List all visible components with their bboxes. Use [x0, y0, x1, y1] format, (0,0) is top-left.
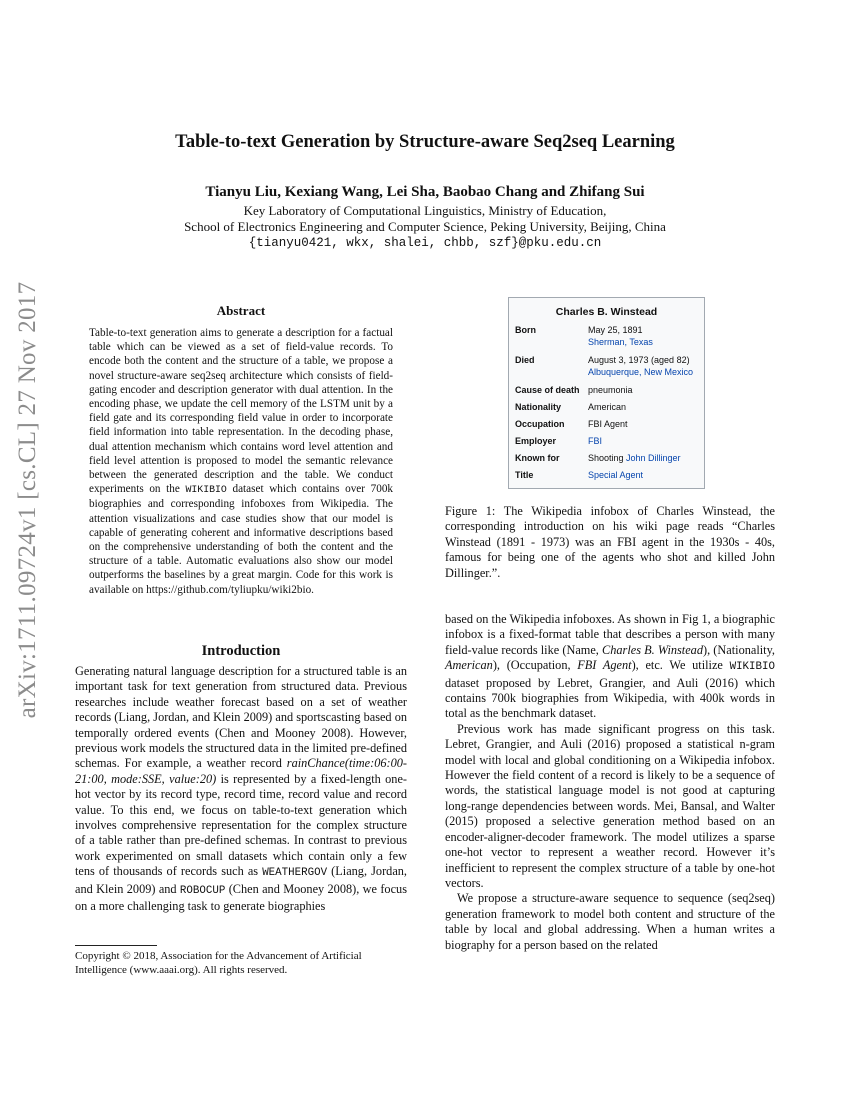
- dataset-name: WIKIBIO: [729, 661, 775, 674]
- infobox-row-title: [509, 469, 704, 481]
- right-column-text: based on the Wikipedia infoboxes. As shown in Fig 1, a biographic infobox is a fixed-format table that describes a person with many field-value records like (Name, Charles B. Winstead), (Nationality, American), (Occupation, FBI Agent), etc. We utilize WIKIBIO dataset proposed by Lebret, Grangier, and Auli (2016) which contains 700k biographies from Wikipedia, with 400k words in total as the benchmark dataset. Previous work has made significant progress on this task. Lebret, Grangier, and Auli (2016) proposed a statistical n-gram model with local and global conditioning on a Wikipedia infobox. However the field content of a record is likely to be a sequence of words, the statistical language model is not good at capturing long-range dependencies between words. Mei, Bansal, and Walter (2015) proposed a selective generation method based on an encoder-aligner-decoder framework. The model utilizes a sparse one-hot vector to represent a weather record. However it’s inefficient to represent the complex structure of a table by one-hot vectors. We propose a structure-aware sequence to sequence (seq2seq) generation framework to model both content and structure of the table by local and global addressing. When a human writes a biography for a person based on the related: [445, 612, 776, 952]
- infobox-value: American: [588, 402, 627, 412]
- infobox-link[interactable]: Albuquerque, New Mexico: [588, 367, 694, 377]
- weathergov-name: WEATHERGOV: [262, 867, 328, 880]
- affiliation-line-1: Key Laboratory of Computational Linguistics, Ministry of Education,: [243, 203, 607, 218]
- infobox-row-nationality: [509, 401, 704, 413]
- paper-title: Table-to-text Generation by Structure-aware Seq2seq Learning: [175, 132, 675, 152]
- infobox-row-known-for: [509, 452, 704, 464]
- infobox-row-occupation: [509, 418, 704, 430]
- footnote-rule: [75, 945, 157, 946]
- infobox-key: Employer: [515, 436, 557, 446]
- infobox-row-born: [509, 324, 704, 348]
- affiliation-line-2: School of Electronics Engineering and Computer Science, Peking University, Beijing, China: [184, 219, 666, 234]
- infobox-key: Title: [515, 470, 534, 480]
- infobox-title: Charles B. Winstead: [555, 306, 658, 318]
- wikipedia-infobox: [508, 297, 705, 489]
- infobox-value: pneumonia: [588, 385, 633, 395]
- paragraph-proposal: We propose a structure-aware sequence to sequence (seq2seq) generation framework to model both content and structure of the table by local and global addressing. When a human writes a biography for a person based on the related: [445, 891, 775, 952]
- weather-record-example: rainChance(time:06:00-21:00, mode:SSE, value:20): [75, 756, 407, 786]
- affiliation-block: [0, 203, 850, 251]
- italic-name: Charles B. Winstead: [602, 642, 703, 657]
- infobox-link[interactable]: Sherman, Texas: [588, 337, 653, 347]
- paragraph-previous-work: Previous work has made significant progress on this task. Lebret, Grangier, and Auli (2016) proposed a statistical n-gram model with local and global conditioning on a Wikipedia infobox. However the field content of a record is likely to be a sequence of words, the statistical language model is not good at capturing long-range dependencies between words. Mei, Bansal, and Walter (2015) proposed a selective generation method based on an encoder-aligner-decoder framework. The model utilizes a sparse one-hot vector to represent a weather record. However it’s inefficient to represent the complex structure of a table by one-hot vectors.: [445, 721, 775, 890]
- infobox-link[interactable]: Special Agent: [588, 470, 644, 480]
- abstract-heading: Abstract: [216, 303, 266, 318]
- infobox-value: FBI Agent: [588, 419, 628, 429]
- copyright-notice: Copyright © 2018, Association for the Advancement of Artificial Intelligence (www.aaai.org). All rights reserved.: [75, 950, 362, 976]
- italic-nationality: American: [445, 658, 493, 673]
- infobox-link[interactable]: John Dillinger: [626, 453, 681, 463]
- introduction-heading: Introduction: [201, 643, 281, 659]
- infobox-key: Died: [515, 355, 535, 365]
- infobox-key: Occupation: [515, 419, 565, 429]
- abstract-text: Table-to-text generation aims to generate a description for a factual table which can be viewed as a set of field-value records. To encode both the content and the structure of a table, we propose a novel structure-aware seq2seq architecture which consists of field-gating encoder and description generator with dual attention. In the encoding phase, we update the cell memory of the LSTM unit by a field gate and its corresponding field value in order to incorporate field information into table representation. In the decoding phase, dual attention mechanism which contains word level attention and field level attention is proposed to model the semantic relevance between the generated description and the table. We conduct experiments on the WIKIBIO dataset which contains over 700k biographies and corresponding infoboxes from Wikipedia. The attention visualizations and case studies show that our model is capable of generating coherent and informative descriptions based on the comprehensive understanding of both the content and the structure of a table. Automatic evaluations also show our model outperforms the baselines by a great margin. Code for this work is available on https://github.com/tyliupku/wiki2bio.: [89, 327, 394, 596]
- infobox-value: Shooting: [588, 453, 627, 463]
- infobox-value: May 25, 1891: [588, 325, 643, 335]
- infobox-key: Known for: [515, 453, 560, 463]
- author-email: {tianyu0421, wkx, shalei, chbb, szf}@pku.edu.cn: [248, 236, 602, 250]
- infobox-key: Nationality: [515, 402, 562, 412]
- infobox-row-died: [509, 354, 704, 378]
- italic-occupation: FBI Agent: [577, 658, 632, 673]
- arxiv-stamp: arXiv:1711.09724v1 [cs.CL] 27 Nov 2017: [14, 281, 41, 719]
- dataset-name: WIKIBIO: [185, 484, 227, 496]
- robocup-name: ROBOCUP: [179, 884, 226, 897]
- infobox-key: Cause of death: [515, 385, 580, 395]
- infobox-link[interactable]: FBI: [588, 436, 603, 446]
- infobox-row-cause-of-death: [509, 384, 704, 396]
- infobox-value: August 3, 1973 (aged 82): [588, 355, 690, 365]
- infobox-key: Born: [515, 325, 536, 335]
- author-list: Tianyu Liu, Kexiang Wang, Lei Sha, Baobao Chang and Zhifang Sui: [205, 184, 645, 200]
- infobox-row-employer: [509, 435, 704, 447]
- figure-caption: Figure 1: The Wikipedia infobox of Charles Winstead, the corresponding introduction on his wiki page reads “Charles Winstead (1891 - 1973) was an FBI agent in the 1930s - 40s, famous for being one of the agents who shot and killed John Dillinger.”.: [445, 504, 775, 580]
- introduction-text: Generating natural language description for a structured table is an important task for text generation from structured data. Previous researches include weather forecast based on a set of weather records (Liang, Jordan, and Klein 2009) and sportscasting based on temporally ordered events (Chen and Mooney 2008). However, previous work models the structured data in the limited pre-defined schemas. For example, a weather record rainChance(time:06:00-21:00, mode:SSE, value:20) is represented by a fixed-length one-hot vector by its record type, record time, record value and record value. To this end, we focus on table-to-text generation which involves comprehensive representation for the complex structure of a table rather than pre-defined schemas. In contrast to previous work experimented on small datasets which contain only a few tens of thousands of records such as WEATHERGOV (Liang, Jordan, and Klein 2009) and ROBOCUP (Chen and Mooney 2008), we focus on a more challenging task to generate biographies: [75, 664, 407, 914]
